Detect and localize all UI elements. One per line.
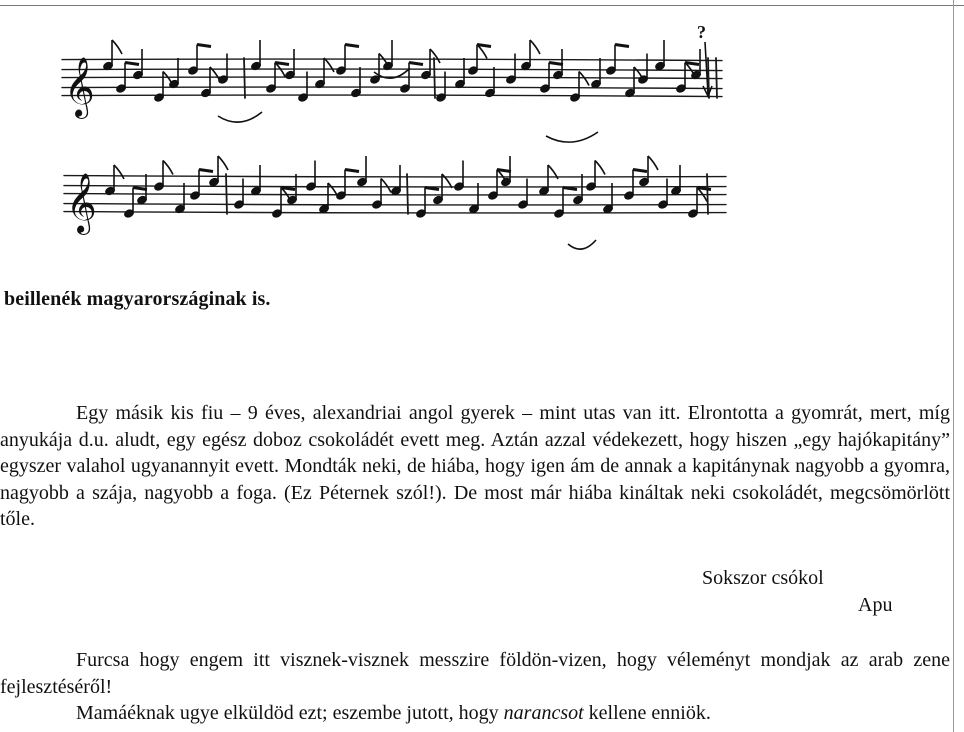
note-beam [497, 170, 511, 172]
note-beam [345, 170, 359, 172]
paragraph-3-emphasis: narancsot [503, 702, 584, 724]
bar-line [716, 58, 717, 98]
bar-line [434, 58, 435, 98]
note-beam [549, 63, 563, 65]
bar-line [226, 174, 227, 214]
note-flag [595, 161, 605, 175]
note-beam [615, 45, 629, 47]
note-beam [345, 45, 359, 47]
note-beam [199, 170, 213, 172]
bar-line [707, 174, 708, 214]
note-beam [685, 63, 699, 65]
note-flag [430, 49, 440, 63]
staff-line [62, 69, 722, 71]
score-annotation-mark: ? [697, 22, 706, 42]
note-flag [381, 179, 391, 193]
paragraph-3-text-end: kellene enniök. [583, 702, 711, 724]
note-flag [530, 40, 540, 54]
note-beam [133, 188, 147, 190]
paragraph-3-text-start: Mamáéknak ugye elküldöd ezt; eszembe jutott, hogy [76, 702, 504, 724]
note-beam [477, 45, 491, 47]
note-flag [442, 174, 452, 188]
treble-clef-icon: 𝄞 [64, 57, 95, 117]
staff-line [64, 212, 726, 213]
note-flag [112, 40, 122, 54]
staff-line [64, 204, 726, 205]
note-beam [633, 170, 647, 172]
note-beam [125, 63, 139, 65]
letter-paragraph-1: Egy másik kis fiu – 9 éves, alexandriai angol gyerek – mint utas van itt. Elrontotta a gyomrát, mert, míg anyukája d.u. aludt, egy egész doboz csokoládét evett meg. Aztán azzal védekezett, hogy hiszen „egy hajókapitány” egyszer valahol ugyanannyit evett. Mondták neki, de hiába, hogy igen ám de annak a kapitánynak nagyobb a gyomra, nagyobb a szája, nagyobb a foga. (Ez Péternek szól!). De most már hiába kináltak neki csokoládét, megcsömörlött tőle. [0, 402, 950, 530]
handwritten-music-score [0, 6, 964, 276]
bar-line [407, 174, 408, 214]
note-flag [648, 156, 658, 170]
letter-signature: Apu [858, 594, 893, 616]
slur [546, 132, 598, 142]
note-beam [697, 188, 711, 190]
note-beam [197, 45, 211, 47]
slur [218, 112, 262, 122]
score-caption: beillenék magyarországinak is. [4, 288, 271, 310]
staff-line [62, 87, 722, 89]
note-flag [218, 156, 228, 170]
note-beam [409, 63, 423, 65]
bar-line [244, 58, 245, 98]
note-beam [275, 63, 289, 65]
treble-clef-icon: 𝄞 [66, 173, 97, 233]
letter-closing: Sokszor csókol [702, 567, 824, 589]
note-beam [281, 188, 295, 190]
note-flag [324, 58, 334, 72]
note-flag [114, 165, 124, 179]
note-beam [563, 188, 577, 190]
letter-paragraph-3 [76, 700, 711, 727]
note-flag [163, 161, 173, 175]
note-flag [579, 72, 589, 86]
letter-paragraph-2: Furcsa hogy engem itt visznek-visznek messzire földön-vizen, hogy véleményt mondjak az arab zene fejlesztéséről! [0, 649, 950, 698]
note-beam [425, 188, 439, 190]
slur [568, 240, 596, 249]
